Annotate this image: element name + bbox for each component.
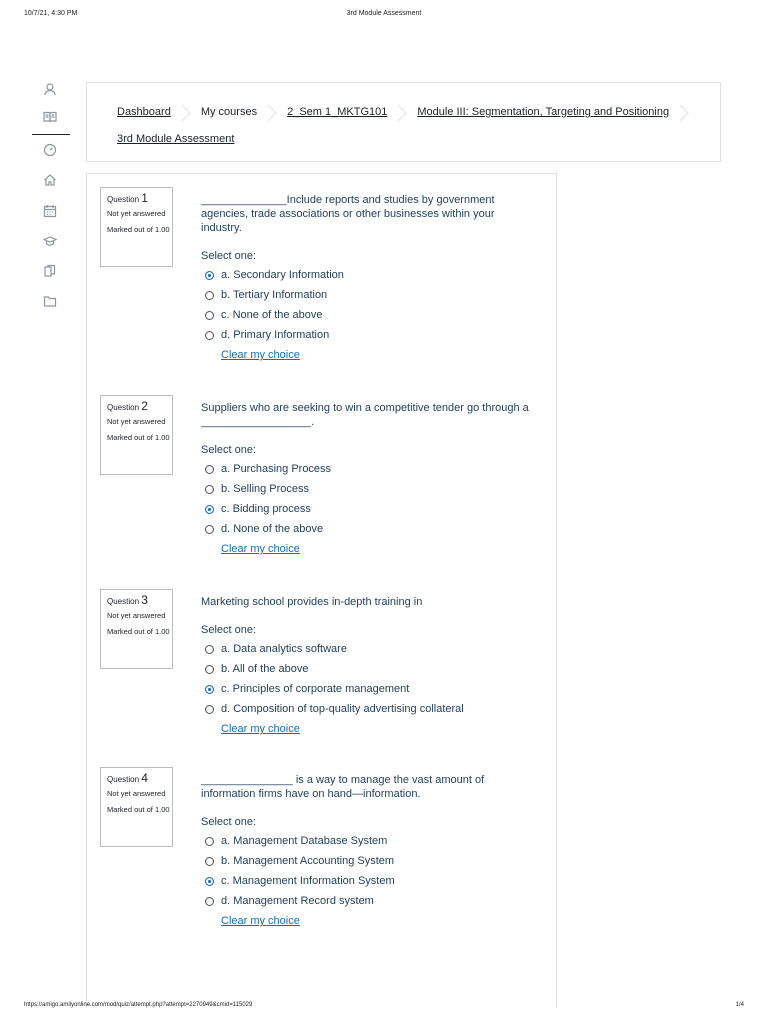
answer-label: a. Purchasing Process	[221, 463, 332, 475]
answer-label: c. None of the above	[221, 309, 323, 321]
question-label: Question	[107, 775, 140, 784]
answer-option[interactable]	[201, 499, 536, 519]
answer-label: a. Data analytics software	[221, 643, 347, 655]
print-date: 10/7/21, 4:30 PM	[24, 10, 78, 17]
nav-item-content-bank[interactable]	[28, 260, 72, 282]
select-one-prompt: Select one:	[201, 816, 257, 828]
answer-option[interactable]	[201, 265, 536, 285]
breadcrumb-item-course[interactable]	[287, 99, 387, 126]
select-one-prompt: Select one:	[201, 444, 257, 456]
clear-choice	[201, 915, 536, 927]
question-label: Question	[107, 195, 140, 204]
answer-list	[201, 459, 536, 539]
nav-item-dashboard[interactable]	[28, 139, 72, 161]
clear-choice-link[interactable]: Clear my choice	[221, 915, 300, 927]
breadcrumb-link[interactable]: 3rd Module Assessment	[117, 133, 235, 145]
answer-label: c. Principles of corporate management	[221, 683, 410, 695]
answer-option[interactable]	[201, 479, 536, 499]
answer-label: d. Composition of top-quality advertising collateral	[221, 703, 464, 715]
answer-option[interactable]	[201, 325, 536, 345]
radio-button[interactable]	[205, 665, 214, 674]
answer-list	[201, 639, 536, 719]
breadcrumb-item-my-courses	[201, 99, 257, 126]
radio-button[interactable]	[205, 465, 214, 474]
answer-option[interactable]	[201, 699, 536, 719]
answer-option[interactable]	[201, 831, 536, 851]
question-label: Question	[107, 403, 140, 412]
nav-item-my-courses[interactable]	[28, 230, 72, 252]
chevron-right-icon	[679, 105, 689, 119]
clear-choice	[201, 723, 536, 735]
select-one-prompt: Select one:	[201, 250, 257, 262]
folder-icon	[43, 294, 57, 308]
breadcrumb-link[interactable]: Dashboard	[117, 106, 171, 118]
clear-choice-link[interactable]: Clear my choice	[221, 723, 300, 735]
question-state: Not yet answered	[107, 789, 166, 798]
answer-option[interactable]	[201, 871, 536, 891]
question-grade: Marked out of 1.00	[107, 225, 170, 234]
radio-button[interactable]	[205, 485, 214, 494]
users-icon	[43, 82, 57, 96]
question-content	[201, 395, 536, 555]
question-number-value: 4	[141, 771, 148, 785]
answer-label: d. None of the above	[221, 523, 324, 535]
nav-item-folder[interactable]	[28, 290, 72, 312]
radio-button[interactable]	[205, 271, 214, 280]
answer-option[interactable]	[201, 679, 536, 699]
radio-button[interactable]	[205, 311, 214, 320]
answer-option[interactable]	[201, 891, 536, 911]
question-label: Question	[107, 597, 140, 606]
question-text: Marketing school provides in-depth training in	[201, 596, 423, 608]
question-content	[201, 589, 536, 735]
question-number	[107, 401, 172, 413]
question-info	[100, 589, 173, 669]
answer-option[interactable]	[201, 851, 536, 871]
home-icon	[43, 173, 57, 187]
nav-item-grades[interactable]	[28, 106, 72, 128]
answer-option[interactable]	[201, 659, 536, 679]
answer-option[interactable]	[201, 285, 536, 305]
radio-button[interactable]	[205, 505, 214, 514]
radio-button[interactable]	[205, 685, 214, 694]
question-text: ______________Include reports and studies by government agencies, trade associations or other businesses within your industry.	[201, 194, 495, 234]
nav-item-site-home[interactable]	[28, 169, 72, 191]
question-number	[107, 595, 172, 607]
radio-button[interactable]	[205, 857, 214, 866]
answer-label: c. Bidding process	[221, 503, 311, 515]
clear-choice-link[interactable]: Clear my choice	[221, 349, 300, 361]
question-state: Not yet answered	[107, 209, 166, 218]
radio-button[interactable]	[205, 897, 214, 906]
breadcrumb-item-assessment[interactable]	[117, 126, 234, 153]
answer-option[interactable]	[201, 459, 536, 479]
answer-list	[201, 265, 536, 345]
question-info	[100, 187, 173, 267]
answer-label: b. Selling Process	[221, 483, 310, 495]
breadcrumb	[117, 99, 707, 153]
book-icon	[43, 110, 57, 124]
files-icon	[43, 264, 57, 278]
clear-choice	[201, 349, 536, 361]
answer-label: b. All of the above	[221, 663, 309, 675]
answer-option[interactable]	[201, 519, 536, 539]
chevron-right-icon	[397, 105, 407, 119]
question-number-value: 1	[141, 191, 148, 205]
question-number-value: 3	[141, 593, 148, 607]
print-page-number: 1/4	[735, 1002, 744, 1008]
question-state: Not yet answered	[107, 417, 166, 426]
breadcrumb-link[interactable]: 2_Sem 1_MKTG101	[287, 106, 388, 118]
radio-button[interactable]	[205, 705, 214, 714]
gauge-icon	[43, 143, 57, 157]
radio-button[interactable]	[205, 291, 214, 300]
nav-item-calendar[interactable]	[28, 200, 72, 222]
radio-button[interactable]	[205, 645, 214, 654]
question-content	[201, 187, 536, 361]
chevron-right-icon	[181, 105, 191, 119]
breadcrumb-text: My courses	[200, 106, 258, 118]
breadcrumb-item-dashboard[interactable]	[117, 99, 171, 126]
select-one-prompt: Select one:	[201, 624, 257, 636]
question-number	[107, 193, 172, 205]
print-url: https://amigo.amilyonline.com/mod/quiz/attempt.php?attempt=2270949&cmid=115029	[24, 1002, 253, 1008]
question-text: _______________ is a way to manage the vast amount of information firms have on hand—information.	[201, 774, 485, 800]
answer-list	[201, 831, 536, 911]
breadcrumb-panel	[86, 82, 721, 162]
calendar-icon	[43, 204, 57, 218]
answer-label: b. Management Accounting System	[221, 855, 395, 867]
question-grade: Marked out of 1.00	[107, 433, 170, 442]
print-title: 3rd Module Assessment	[346, 10, 422, 17]
question-info	[100, 395, 173, 475]
nav-divider	[32, 134, 70, 135]
question-content	[201, 767, 536, 927]
answer-label: b. Tertiary Information	[221, 289, 328, 301]
question-text: Suppliers who are seeking to win a competitive tender go through a __________________.	[201, 402, 529, 428]
print-header	[0, 10, 768, 22]
answer-label: c. Management Information System	[221, 875, 395, 887]
clear-choice-link[interactable]: Clear my choice	[221, 543, 300, 555]
clear-choice	[201, 543, 536, 555]
question-grade: Marked out of 1.00	[107, 805, 170, 814]
radio-button[interactable]	[205, 331, 214, 340]
breadcrumb-link[interactable]: Module III: Segmentation, Targeting and Positioning	[417, 106, 670, 118]
answer-label: a. Secondary Information	[221, 269, 344, 281]
question-number	[107, 773, 172, 785]
chevron-right-icon	[267, 105, 277, 119]
radio-button[interactable]	[205, 837, 214, 846]
radio-button[interactable]	[205, 525, 214, 534]
nav-item-participants[interactable]	[28, 78, 72, 100]
answer-label: d. Management Record system	[221, 895, 374, 907]
graduation-cap-icon	[43, 234, 57, 248]
radio-button[interactable]	[205, 877, 214, 886]
question-number-value: 2	[141, 399, 148, 413]
answer-option[interactable]	[201, 639, 536, 659]
question-state: Not yet answered	[107, 611, 166, 620]
question-grade: Marked out of 1.00	[107, 627, 170, 636]
answer-label: d. Primary Information	[221, 329, 330, 341]
question-info	[100, 767, 173, 847]
answer-option[interactable]	[201, 305, 536, 325]
breadcrumb-item-module[interactable]	[417, 99, 669, 126]
answer-label: a. Management Database System	[221, 835, 388, 847]
